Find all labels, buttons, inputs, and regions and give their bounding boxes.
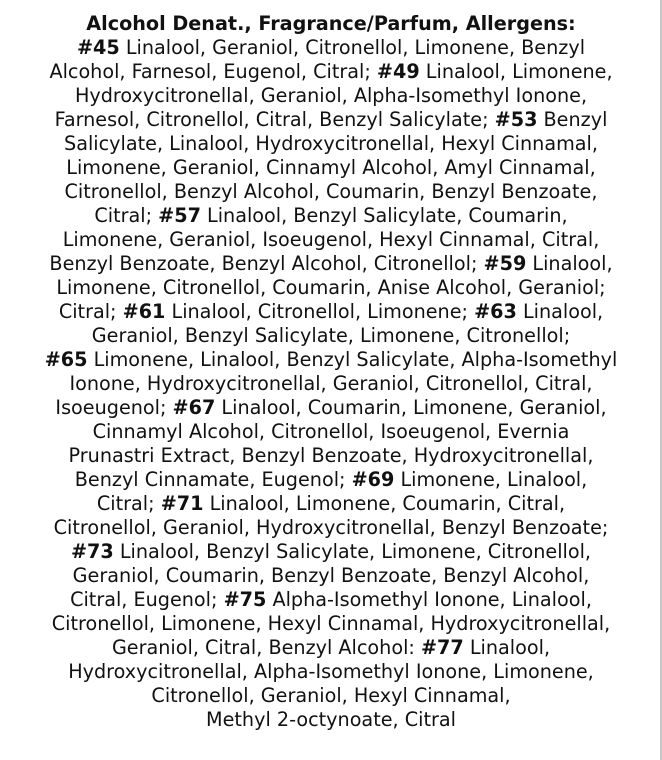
ingredient-text: Citral; [96,492,161,515]
ingredient-text: Geraniol, Coumarin, Benzyl Benzoate, Benzyl Alcohol, [72,564,590,587]
ingredient-text: Linalool, Limonene, Coumarin, Citral, [203,492,566,515]
ingredient-line [10,636,652,660]
ingredient-text: Salicylate, Linalool, Hydroxycitronellal, Hexyl Cinnamal, [64,132,598,155]
ingredient-line [10,708,652,732]
ingredient-text: Linalool, Geraniol, Citronellol, Limonene, Benzyl [119,36,586,59]
shade-number: #63 [474,300,517,323]
ingredient-text: Limonene, Geraniol, Cinnamyl Alcohol, Amyl Cinnamal, [66,156,596,179]
ingredient-line [10,60,652,84]
label-heading: Alcohol Denat., Fragrance/Parfum, Allergens: [86,12,576,35]
ingredient-text: Alpha-Isomethyl Ionone, Linalool, [266,588,592,611]
shade-number: #71 [160,492,204,515]
ingredient-list [10,36,652,732]
ingredient-text: Linalool, Benzyl Salicylate, Limonene, Citronellol, [113,540,592,563]
ingredient-line [10,372,652,396]
shade-number: #45 [76,36,120,59]
ingredient-text: Citral; [94,204,159,227]
ingredient-text: Citronellol, Geraniol, Hexyl Cinnamal, [151,684,511,707]
ingredient-text: Hydroxycitronellal, Alpha-Isomethyl Ionone, Limonene, [68,660,594,683]
shade-number: #67 [172,396,216,419]
ingredient-text: Citronellol, Limonene, Hexyl Cinnamal, Hydroxycitronellal, [51,612,611,635]
ingredient-line [10,660,652,684]
ingredient-text: Benzyl Benzoate, Benzyl Alcohol, Citronellol; [49,252,484,275]
ingredient-text: Limonene, Linalool, Benzyl Salicylate, Alpha-Isomethyl [87,348,618,371]
shade-number: #49 [376,60,420,83]
ingredient-text: Methyl 2-octynoate, Citral [206,708,456,731]
shade-number: #75 [223,588,267,611]
shade-number: #77 [420,636,464,659]
ingredient-text: Limonene, Linalool, [394,468,588,491]
ingredient-line [10,324,652,348]
ingredient-line [10,444,652,468]
ingredient-line [10,468,652,492]
ingredient-line [10,684,652,708]
shade-number: #69 [351,468,395,491]
ingredient-line [10,84,652,108]
ingredient-line [10,108,652,132]
ingredient-text: Ionone, Hydroxycitronellal, Geraniol, Citronellol, Citral, [69,372,593,395]
ingredient-line [10,492,652,516]
ingredient-line [10,300,652,324]
ingredient-text: Limonene, Citronellol, Coumarin, Anise Alcohol, Geraniol; [56,276,606,299]
shade-number: #73 [70,540,114,563]
ingredient-line [10,588,652,612]
ingredient-text: Citral, Eugenol; [70,588,224,611]
ingredient-text: Farnesol, Citronellol, Citral, Benzyl Salicylate; [54,108,495,131]
ingredient-line [10,276,652,300]
shade-number: #65 [44,348,88,371]
ingredient-line [10,204,652,228]
ingredient-text: Prunastri Extract, Benzyl Benzoate, Hydroxycitronellal, [68,444,594,467]
ingredient-line [10,348,652,372]
ingredient-text: Limonene, Geraniol, Isoeugenol, Hexyl Cinnamal, Citral, [62,228,600,251]
ingredient-text: Linalool, Coumarin, Limonene, Geraniol, [215,396,607,419]
shade-number: #53 [494,108,538,131]
ingredient-text: Isoeugenol; [55,396,173,419]
ingredient-line [10,516,652,540]
ingredient-text: Geraniol, Benzyl Salicylate, Limonene, Citronellol; [91,324,571,347]
ingredient-line [10,564,652,588]
ingredient-text: Linalool, [526,252,613,275]
ingredient-line [10,36,652,60]
ingredient-text: Hydroxycitronellal, Geraniol, Alpha-Isomethyl Ionone, [74,84,588,107]
ingredient-text: Linalool, Citronellol, Limonene; [165,300,475,323]
ingredient-text: Linalool, [516,300,604,323]
ingredient-text: Geraniol, Citral, Benzyl Alcohol: [111,636,421,659]
ingredient-label [10,12,652,732]
ingredient-line [10,420,652,444]
ingredient-line [10,252,652,276]
ingredient-line [10,156,652,180]
ingredient-text: Cinnamyl Alcohol, Citronellol, Isoeugenol, Evernia [92,420,570,443]
ingredient-line [10,228,652,252]
shade-number: #59 [483,252,527,275]
ingredient-line [10,132,652,156]
ingredient-text: Linalool, Benzyl Salicylate, Coumarin, [200,204,568,227]
ingredient-text: Linalool, Limonene, [419,60,613,83]
ingredient-text: Citronellol, Benzyl Alcohol, Coumarin, Benzyl Benzoate, [64,180,598,203]
ingredient-text: Benzyl Cinnamate, Eugenol; [74,468,352,491]
ingredient-line [10,540,652,564]
ingredient-line [10,180,652,204]
ingredient-text: Linalool, [463,636,551,659]
ingredient-text: Citral; [58,300,123,323]
ingredient-text: Citronellol, Geraniol, Hydroxycitronellal, Benzyl Benzoate; [53,516,609,539]
ingredient-line [10,612,652,636]
ingredient-text: Benzyl [537,108,608,131]
ingredient-text: Alcohol, Farnesol, Eugenol, Citral; [49,60,377,83]
shade-number: #61 [122,300,166,323]
ingredient-line [10,396,652,420]
shade-number: #57 [158,204,201,227]
